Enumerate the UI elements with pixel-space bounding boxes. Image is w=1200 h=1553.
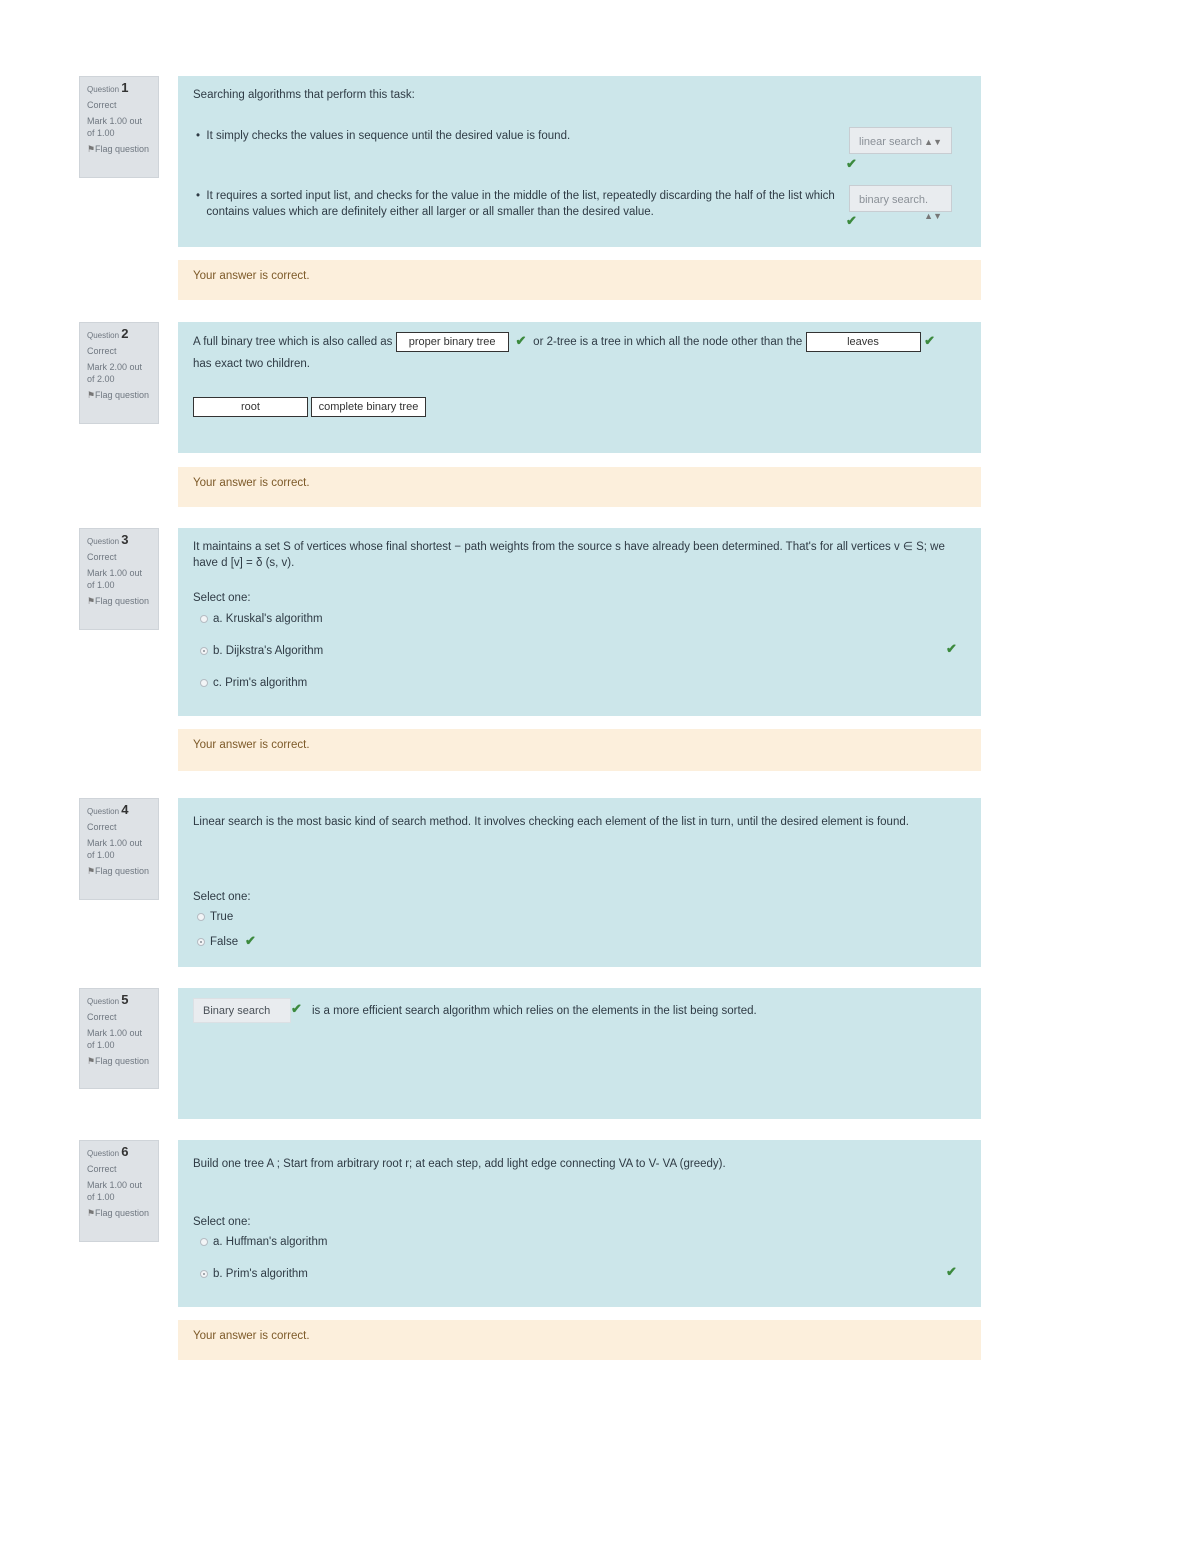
item-text: It simply checks the values in sequence until the desired value is found. — [206, 130, 571, 142]
option-a[interactable] — [200, 1234, 327, 1250]
feedback-6: Your answer is correct. — [178, 1320, 981, 1360]
flag-question-link[interactable] — [87, 595, 152, 607]
question-content-1 — [178, 76, 981, 247]
radio-button[interactable] — [197, 913, 205, 921]
check-icon: ✔ — [946, 641, 957, 656]
question-state: Correct — [87, 822, 117, 832]
flag-question-link[interactable] — [87, 1055, 152, 1067]
answer-select[interactable] — [849, 127, 952, 154]
drop-box-answer2[interactable]: leaves — [806, 332, 921, 352]
question-mark: Mark 1.00 out of 1.00 — [87, 1180, 143, 1202]
question-number: 4 — [121, 802, 129, 817]
flag-icon: ⚑ — [87, 390, 96, 400]
question-number: 1 — [121, 80, 129, 95]
question-mark: Mark 1.00 out of 1.00 — [87, 1028, 143, 1050]
question-state: Correct — [87, 1012, 117, 1022]
select-one-label: Select one: — [193, 891, 251, 903]
option-label: c. Prim's algorithm — [213, 677, 308, 689]
option-true[interactable] — [197, 909, 233, 925]
question-word: Question — [87, 537, 120, 546]
question-text: It maintains a set S of vertices whose final shortest − path weights from the source s have already been determined. That's for all vertices v ∈ S; we have d [v] = δ (s, v). — [193, 541, 945, 569]
option-b[interactable] — [200, 1266, 308, 1282]
question-word: Question — [87, 997, 120, 1006]
flag-question-link[interactable] — [87, 143, 152, 155]
option-c[interactable] — [200, 675, 307, 691]
flag-question-link[interactable] — [87, 389, 152, 401]
check-icon: ✔ — [946, 1264, 957, 1279]
question-text — [193, 332, 973, 352]
question-number: 5 — [121, 992, 129, 1007]
radio-button[interactable] — [200, 679, 208, 687]
radio-button-selected[interactable] — [200, 647, 208, 655]
option-label: b. Dijkstra's Algorithm — [213, 645, 324, 657]
select-one-label: Select one: — [193, 592, 251, 604]
question-text: Searching algorithms that perform this task: — [193, 89, 415, 101]
flag-icon: ⚑ — [87, 866, 96, 876]
option-b[interactable] — [200, 643, 323, 659]
question-number: 6 — [121, 1144, 129, 1159]
select-arrows-icon: ▲▼ — [924, 137, 942, 147]
check-icon: ✔ — [846, 156, 857, 171]
question-number: 2 — [121, 326, 129, 341]
question-word: Question — [87, 331, 120, 340]
question-info-1 — [79, 76, 159, 178]
question-text: Build one tree A ; Start from arbitrary root r; at each step, add light edge connecting VA to V- VA (greedy). — [193, 1158, 726, 1170]
question-content-2 — [178, 322, 981, 453]
option-label: True — [210, 911, 234, 923]
question-content-6 — [178, 1140, 981, 1307]
radio-button[interactable] — [200, 1238, 208, 1246]
question-text: Linear search is the most basic kind of search method. It involves checking each element of the list in turn, until the desired element is found. — [193, 816, 909, 828]
radio-button-selected[interactable] — [200, 1270, 208, 1278]
flag-icon: ⚑ — [87, 596, 96, 606]
check-icon: ✔ — [291, 1001, 302, 1016]
answer-select-value: linear search — [859, 136, 922, 148]
flag-question-label: Flag question — [95, 866, 150, 876]
select-arrows-icon: ▲▼ — [924, 211, 942, 221]
question-word: Question — [87, 807, 120, 816]
option-a[interactable] — [200, 611, 323, 627]
check-icon: ✔ — [920, 333, 936, 349]
radio-button-selected[interactable] — [197, 938, 205, 946]
radio-button[interactable] — [200, 615, 208, 623]
list-item: • It requires a sorted input list, and checks for the value in the middle of the list, repeatedly discarding the half of the list which contains values which are definitely either all larger or all smaller than the desired value. — [196, 188, 846, 220]
question-info-2 — [79, 322, 159, 424]
option-label: a. Huffman's algorithm — [213, 1236, 328, 1248]
option-label: a. Kruskal's algorithm — [213, 613, 323, 625]
feedback-1: Your answer is correct. — [178, 260, 981, 300]
question-word: Question — [87, 85, 120, 94]
flag-icon: ⚑ — [87, 1208, 96, 1218]
question-state: Correct — [87, 346, 117, 356]
question-state: Correct — [87, 100, 117, 110]
question-word: Question — [87, 1149, 120, 1158]
question-info-6 — [79, 1140, 159, 1242]
question-mark: Mark 1.00 out of 1.00 — [87, 568, 143, 590]
question-state: Correct — [87, 1164, 117, 1174]
flag-question-label: Flag question — [95, 144, 150, 154]
question-text-part2: or 2-tree is a tree in which all the node other than the — [533, 336, 803, 349]
question-info-3 — [79, 528, 159, 630]
flag-question-label: Flag question — [95, 596, 150, 606]
question-content-5 — [178, 988, 981, 1119]
question-state: Correct — [87, 552, 117, 562]
answer-select[interactable] — [849, 185, 952, 221]
question-number: 3 — [121, 532, 129, 547]
select-one-label: Select one: — [193, 1216, 251, 1228]
answer-field[interactable]: Binary search — [193, 998, 291, 1023]
drop-box-answer1[interactable]: proper binary tree — [396, 332, 509, 352]
question-mark: Mark 1.00 out of 1.00 — [87, 116, 143, 138]
drag-item-root[interactable]: root — [193, 397, 308, 417]
option-false[interactable] — [197, 933, 256, 950]
question-mark: Mark 2.00 out of 2.00 — [87, 362, 143, 384]
flag-question-link[interactable] — [87, 865, 152, 877]
question-text: is a more efficient search algorithm which relies on the elements in the list being sorted. — [312, 1005, 757, 1017]
feedback-3: Your answer is correct. — [178, 729, 981, 771]
list-item: • It simply checks the values in sequence until the desired value is found. — [196, 130, 571, 142]
question-mark: Mark 1.00 out of 1.00 — [87, 838, 143, 860]
option-label: b. Prim's algorithm — [213, 1268, 308, 1280]
item-text: It requires a sorted input list, and checks for the value in the middle of the list, repeatedly discarding the half of the list which contains values which are definitely either all larger or all smaller than the desired value. — [206, 190, 835, 218]
question-content-4 — [178, 798, 981, 967]
flag-question-label: Flag question — [95, 1056, 150, 1066]
flag-icon: ⚑ — [87, 1056, 96, 1066]
flag-question-link[interactable] — [87, 1207, 152, 1219]
check-icon: ✔ — [511, 333, 530, 349]
question-info-5 — [79, 988, 159, 1089]
flag-question-label: Flag question — [95, 1208, 150, 1218]
question-text-part3: has exact two children. — [193, 358, 310, 370]
answer-select-value: binary search. — [859, 194, 929, 206]
check-icon: ✔ — [241, 933, 256, 948]
question-info-4 — [79, 798, 159, 900]
feedback-2: Your answer is correct. — [178, 467, 981, 507]
question-text-part1: A full binary tree which is also called as — [193, 336, 393, 349]
drag-item-complete-binary-tree[interactable]: complete binary tree — [311, 397, 426, 417]
check-icon: ✔ — [846, 213, 857, 228]
option-label: False — [210, 936, 239, 948]
question-content-3 — [178, 528, 981, 716]
flag-icon: ⚑ — [87, 144, 96, 154]
flag-question-label: Flag question — [95, 390, 150, 400]
